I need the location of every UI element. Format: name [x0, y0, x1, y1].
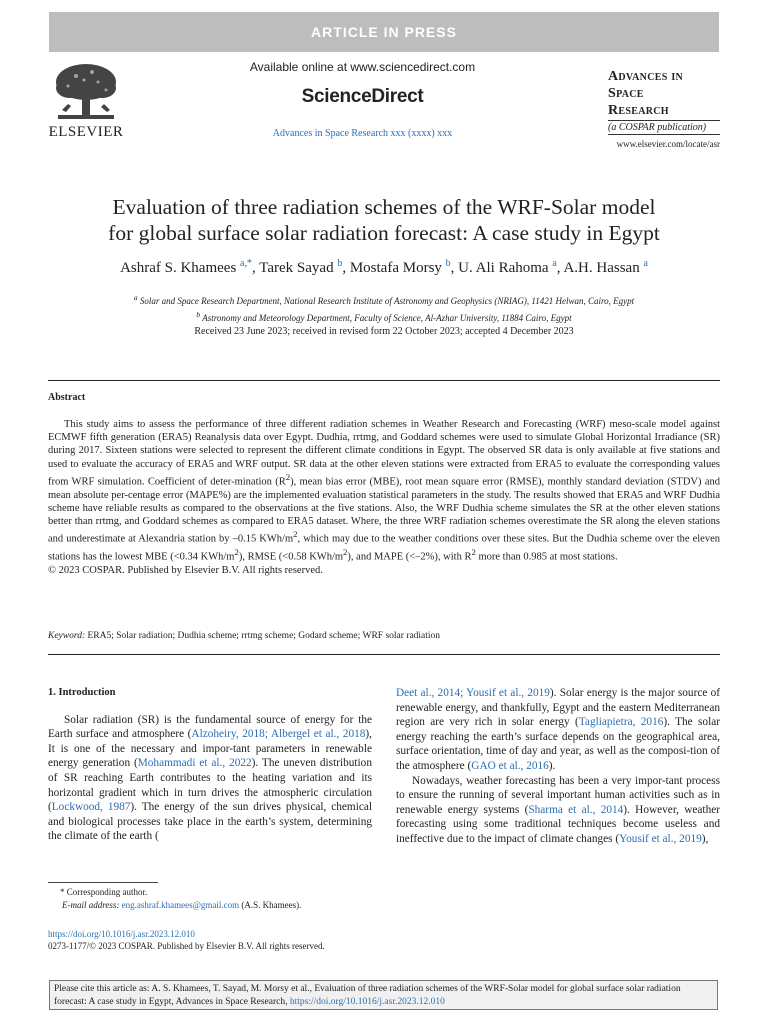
journal-url[interactable]: www.elsevier.com/locate/asr	[616, 139, 720, 149]
journal-volume-link[interactable]: Advances in Space Research xxx (xxxx) xxx	[272, 128, 453, 139]
citation-link[interactable]: Deet al., 2014; Yousif et al., 2019	[396, 687, 550, 699]
citation-link[interactable]: Tagliapietra, 2016	[578, 716, 664, 729]
author-affiliation-mark[interactable]: b	[337, 258, 343, 269]
journal-name-line3: Research	[608, 103, 669, 118]
citation-text: Please cite this article as: A. S. Khamees, T. Sayad, M. Morsy et al., Evaluation of three radiation schemes of the WRF-Solar model for global surface solar radiation forecast: A case study in Egypt, Advances in Space Research,	[54, 984, 681, 1007]
intro-paragraph-1-cont: Deet al., 2014; Yousif et al., 2019). Solar energy is the major source of renewable energy, and thankfully, Egypt and the eastern Mediterranean region are very rich in solar energy (Tagliapietra, 2016). The solar energy reaching the earth’s surface depends on the geographical area, surface orientation, time of day and year, as well as the composi-tion of the atmosphere (GAO et al., 2016).	[396, 687, 720, 772]
corresponding-author-note: * Corresponding author.	[60, 887, 148, 897]
citation-link[interactable]: Alzoheiry, 2018; Albergel et al., 2018	[191, 728, 366, 741]
email-line: E-mail address: eng.ashraf.khamees@gmail.com (A.S. Khamees).	[62, 899, 302, 910]
article-in-press-banner: ARTICLE IN PRESS	[49, 12, 719, 52]
journal-box	[608, 68, 720, 149]
doi-block	[48, 928, 408, 952]
keywords-label: Keyword:	[48, 631, 86, 641]
title-line-1: Evaluation of three radiation schemes of the WRF-Solar model	[112, 195, 656, 219]
publisher-name: ELSEVIER	[48, 124, 124, 140]
elsevier-tree-icon	[48, 60, 124, 122]
cospar-note: (a COSPAR publication)	[608, 120, 720, 135]
divider-top	[48, 380, 720, 381]
citation-link[interactable]: Mohammadi et al., 2022	[137, 757, 252, 770]
author-affiliation-mark[interactable]: b	[445, 258, 451, 269]
citation-box	[49, 980, 718, 1010]
intro-paragraph-1: Solar radiation (SR) is the fundamental source of energy for the Earth surface and atmosphere (Alzoheiry, 2018; Albergel et al., 2018), It is one of the necessary and impor-tant parameters in renewable energy generation (Mohammadi et al., 2022). The uneven distribution of SR reaching Earth contributes to the heating variation and its horizontal gradient which in turn drives the atmospheric circulation (Lockwood, 1987). The energy of the sun drives physical, chemical and biological processes take place in the earth’s system, determining the climate of the earth (	[48, 713, 372, 843]
affiliation-a: $^a$ Solar and Space Research Department, National Research Institute of Astronomy and Geophysics (NRIAG), 11421 Helwan, Cairo, Egypt	[133, 293, 635, 306]
author-name[interactable]: U. Ali Rahoma	[458, 260, 549, 276]
intro-paragraph-2: Nowadays, weather forecasting has been a very impor-tant process to ensure the running of several important human activities such as in renewable energy systems (Sharma et al., 2014). However, weather forecasting using some traditional techniques become useless and ineffective due to the impact of climate changes (Yousif et al., 2019),	[396, 774, 720, 845]
column-right	[396, 686, 720, 847]
column-left	[48, 686, 372, 844]
doi-link[interactable]: https://doi.org/10.1016/j.asr.2023.12.010	[48, 929, 195, 939]
sciencedirect-wordmark: ScienceDirect	[301, 86, 424, 107]
author-affiliation-mark[interactable]: a,*	[240, 258, 252, 269]
citation-link[interactable]: Yousif et al., 2019	[619, 832, 702, 845]
citation-link[interactable]: Sharma et al., 2014	[528, 803, 624, 816]
article-title	[48, 194, 720, 246]
author-affiliation-mark[interactable]: a	[552, 258, 557, 269]
abstract-heading: Abstract	[48, 392, 86, 403]
citation-link[interactable]: Lockwood, 1987	[51, 801, 131, 814]
keywords	[48, 631, 440, 641]
abstract-body	[48, 418, 720, 577]
citation-doi-link[interactable]: https://doi.org/10.1016/j.asr.2023.12.010	[289, 997, 445, 1007]
author-name[interactable]: A.H. Hassan	[563, 260, 640, 276]
divider-bottom	[48, 654, 720, 655]
author-affiliation-mark[interactable]: a	[643, 258, 648, 269]
issn-line: 0273-1177/© 2023 COSPAR. Published by Elsevier B.V. All rights reserved.	[48, 941, 325, 951]
author-list: Ashraf S. Khamees $^{a,*}$, Tarek Sayad $^b$, Mostafa Morsy $^b$, U. Ali Rahoma $^a$, A.H. Hassan $^a$	[120, 258, 648, 276]
affiliation-b: $^b$ Astronomy and Meteorology Department, Faculty of Science, Al-Azhar University, 11884 Cairo, Egypt	[196, 310, 572, 323]
journal-header	[200, 60, 525, 139]
journal-name-line1: Advances in	[608, 69, 684, 84]
author-name[interactable]: Ashraf S. Khamees	[120, 260, 237, 276]
journal-name-line2: Space	[608, 86, 644, 101]
abstract-paragraph: This study aims to assess the performance of three different radiation schemes in Weather Research and Forecasting (WRF) meso-scale model against ECMWF fifth generation (ERA5) Reanalysis data over Egypt. Dudhia, rrtmg, and Goddard schemes were used to simulate Global Horizontal Irradiance (SR) during 2017. Sixteen stations were selected to represent the different climate conditions in Egypt. The observed SR data is only available at five stations and used to evaluate the accuracy of ERA5 and WRF output. SR data at the other eleven stations were extracted from ERA5 to evaluate the corresponding values from WRF simulation. Coefficient of deter-mination $(R^2)$, mean bias error (MBE), root mean square error (RMSE), monthly standard deviation (STDV) and mean absolute per-centage error (MAPE%) are the implemented evaluation statistical parameters in the study. The results showed that ERA5 and WRF Dudhia scheme have reliable results as compared to the observations at the five stations. Also, the WRF Dudhia scheme simulates the SR at the other eleven stations better than rrtmg, and Goddard schemes as compared to ERA5 dataset. Where, the three WRF radiation schemes overestimate the SR along the eleven stations and underestimate at Alexandria station by –0.15 KWh/$m^2$, which may due to the weather conditions over these sites. But the Dudhia scheme over the eleven stations has the lowest MBE (<0.34 KWh/$m^2$), RMSE (<0.58 KWh/$m^2$), and MAPE (<–2%), with $R^2$ more than 0.985 at most stations.	[48, 419, 720, 563]
available-online: Available online at www.sciencedirect.com	[249, 60, 476, 74]
received-dates: Received 23 June 2023; received in revised form 22 October 2023; accepted 4 December 2023	[194, 326, 574, 337]
abstract-copyright: © 2023 COSPAR. Published by Elsevier B.V. All rights reserved.	[48, 564, 323, 576]
footnote	[48, 886, 378, 911]
section-heading: 1. Introduction	[48, 687, 116, 698]
footnote-divider	[48, 882, 158, 883]
affiliations	[48, 291, 720, 325]
keywords-list: ERA5; Solar radiation; Dudhia scheme; rrtmg scheme; Godard scheme; WRF solar radiation	[87, 631, 441, 641]
title-line-2: for global surface solar radiation forecast: A case study in Egypt	[108, 221, 660, 245]
author-name[interactable]: Mostafa Morsy	[349, 260, 442, 276]
citation-link[interactable]: GAO et al., 2016	[471, 759, 549, 772]
email-link[interactable]: eng.ashraf.khamees@gmail.com	[121, 899, 240, 910]
elsevier-logo	[48, 60, 124, 141]
author-name[interactable]: Tarek Sayad	[259, 260, 334, 276]
